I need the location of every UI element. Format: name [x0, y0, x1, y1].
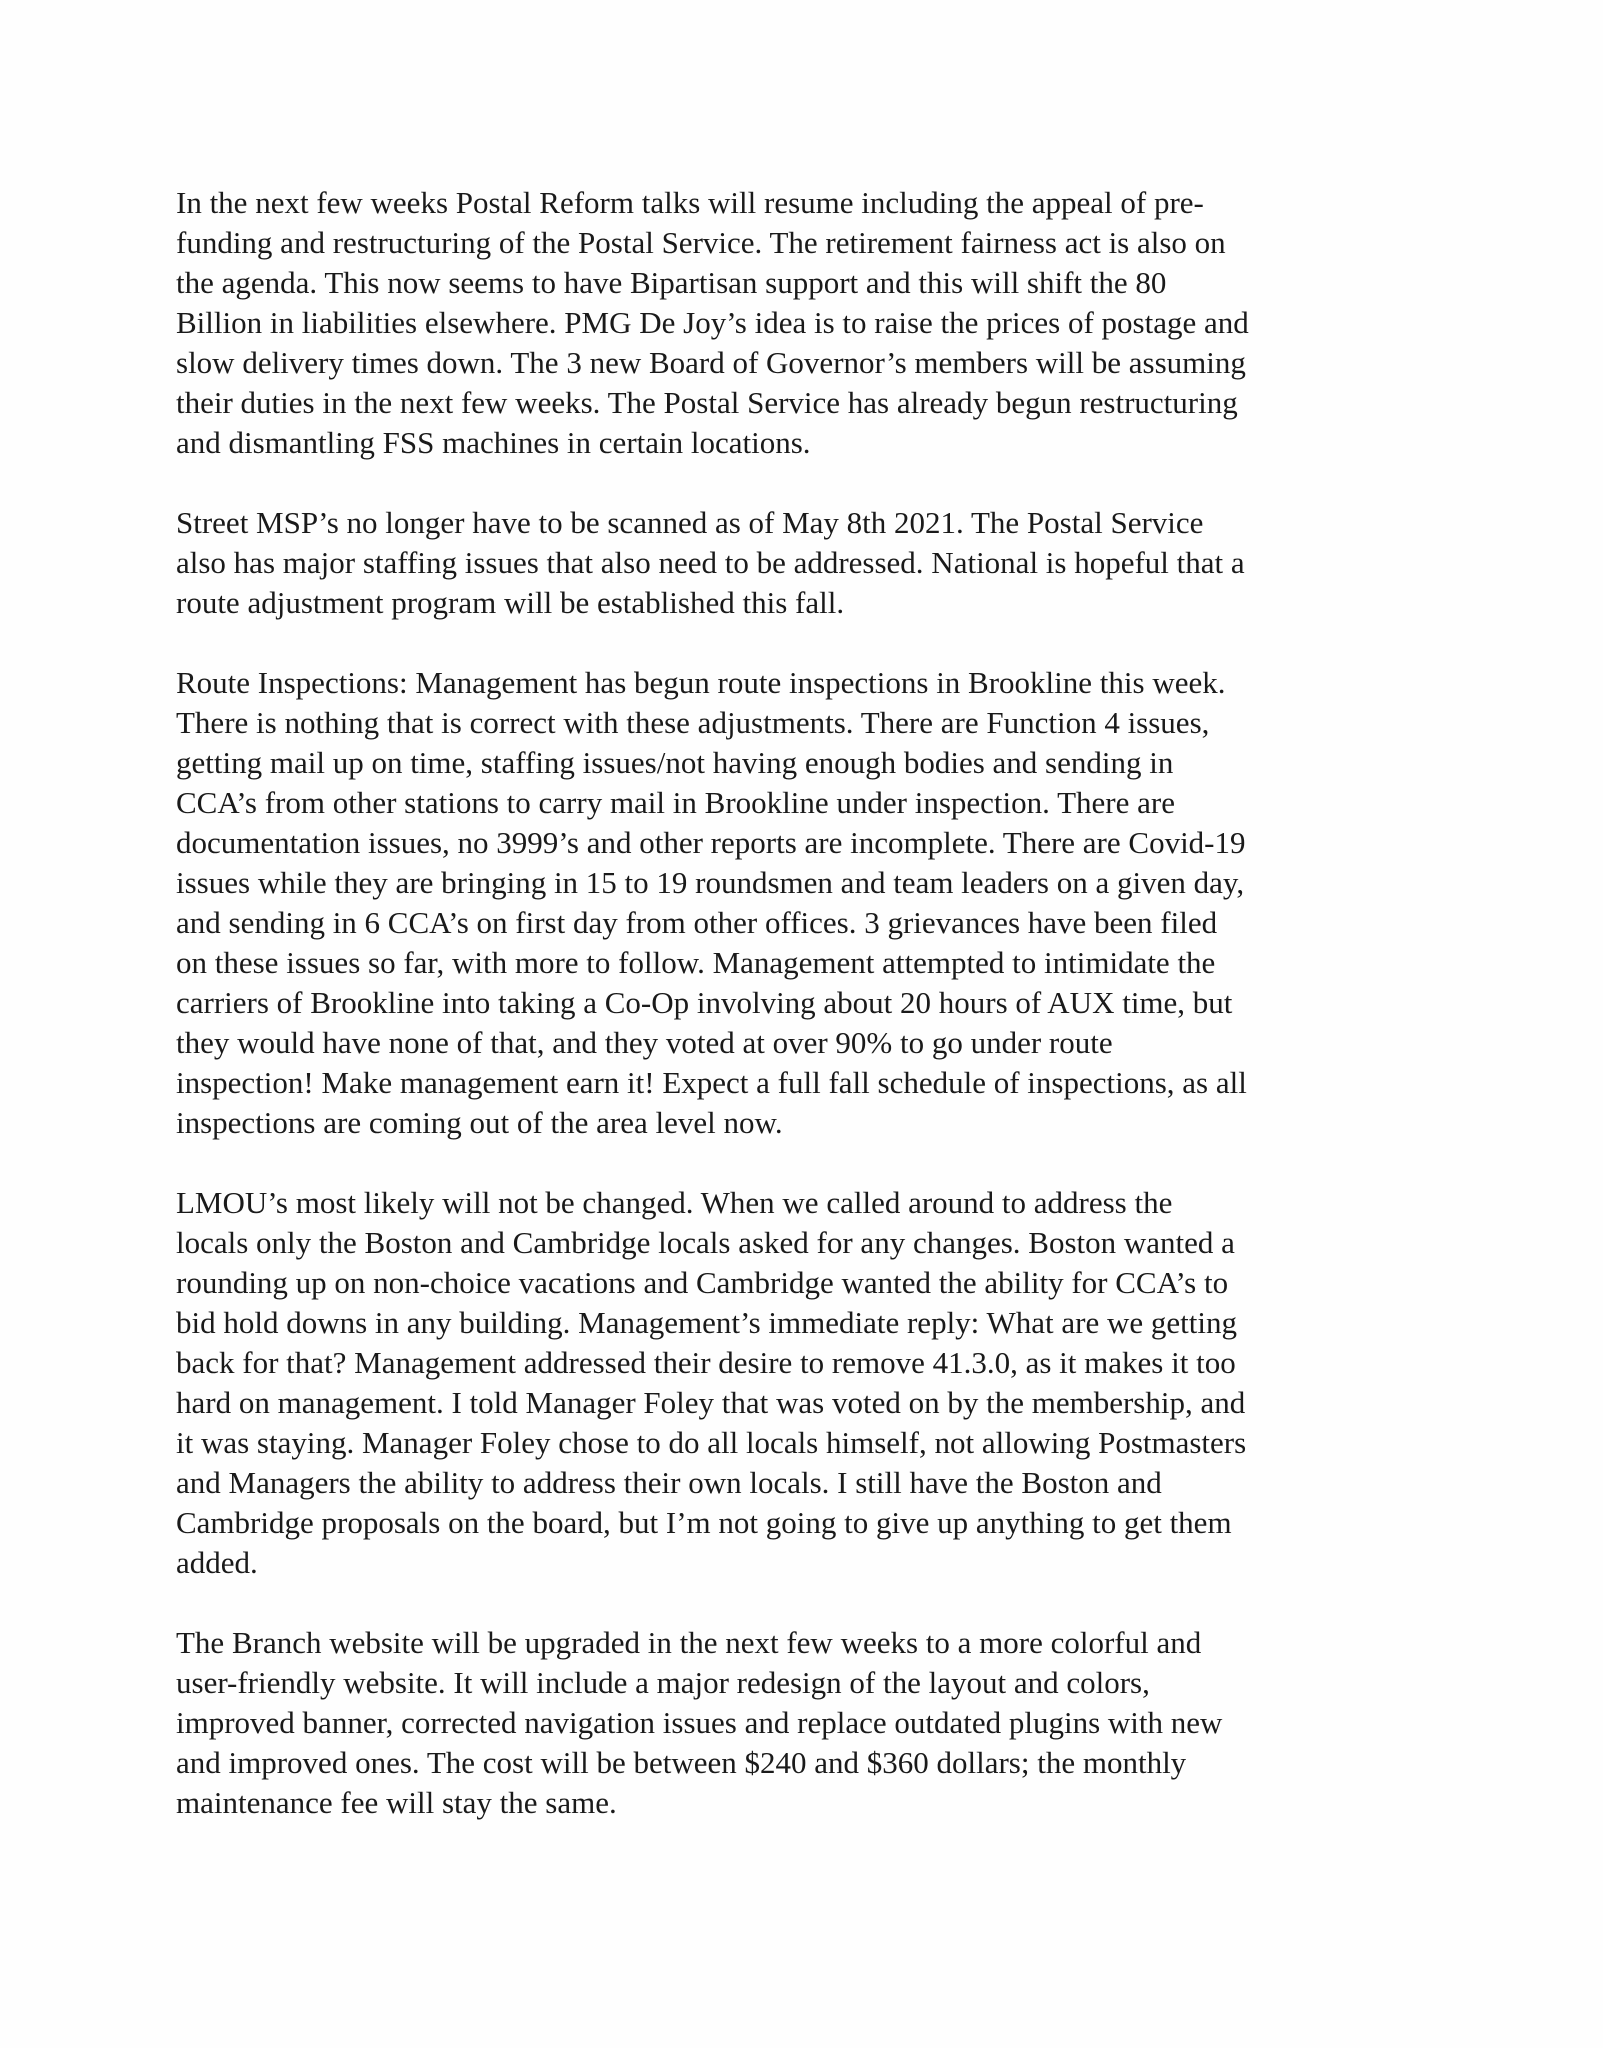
text-line: improved banner, corrected navigation issues and replace outdated plugins with new	[176, 1705, 1223, 1740]
text-line: and improved ones. The cost will be between $240 and $360 dollars; the monthly	[176, 1745, 1187, 1780]
text-line: back for that? Management addressed their desire to remove 41.3.0, as it makes it too	[176, 1345, 1236, 1380]
paragraph-postal-reform	[176, 183, 1391, 463]
text-line: hard on management. I told Manager Foley that was voted on by the membership, and	[176, 1385, 1246, 1420]
text-line: CCA’s from other stations to carry mail in Brookline under inspection. There are	[176, 785, 1175, 820]
text-line: the agenda. This now seems to have Bipartisan support and this will shift the 80	[176, 265, 1167, 300]
text-line: maintenance fee will stay the same.	[176, 1785, 617, 1820]
text-line: LMOU’s most likely will not be changed. When we called around to address the	[176, 1185, 1173, 1220]
text-line: user-friendly website. It will include a major redesign of the layout and colors,	[176, 1665, 1150, 1700]
text-line: their duties in the next few weeks. The Postal Service has already begun restructuring	[176, 385, 1238, 420]
text-line: Billion in liabilities elsewhere. PMG De Joy’s idea is to raise the prices of postage and	[176, 305, 1249, 340]
text-line: documentation issues, no 3999’s and other reports are incomplete. There are Covid-19	[176, 825, 1246, 860]
text-line: added.	[176, 1545, 258, 1580]
text-line: Cambridge proposals on the board, but I’m not going to give up anything to get them	[176, 1505, 1232, 1540]
text-line: and sending in 6 CCA’s on first day from other offices. 3 grievances have been filed	[176, 905, 1218, 940]
text-line: inspections are coming out of the area level now.	[176, 1105, 783, 1140]
text-line: In the next few weeks Postal Reform talks will resume including the appeal of pre-	[176, 185, 1204, 220]
paragraph-route-inspections	[176, 663, 1391, 1143]
text-line: locals only the Boston and Cambridge locals asked for any changes. Boston wanted a	[176, 1225, 1235, 1260]
text-line: Street MSP’s no longer have to be scanned as of May 8th 2021. The Postal Service	[176, 505, 1204, 540]
text-line: inspection! Make management earn it! Expect a full fall schedule of inspections, as all	[176, 1065, 1247, 1100]
text-line: rounding up on non-choice vacations and Cambridge wanted the ability for CCA’s to	[176, 1265, 1229, 1300]
text-line: also has major staffing issues that also need to be addressed. National is hopeful that a	[176, 545, 1245, 580]
text-line: and dismantling FSS machines in certain locations.	[176, 425, 811, 460]
text-line: funding and restructuring of the Postal Service. The retirement fairness act is also on	[176, 225, 1226, 260]
paragraph-lmou	[176, 1183, 1391, 1583]
text-line: they would have none of that, and they voted at over 90% to go under route	[176, 1025, 1113, 1060]
text-line: carriers of Brookline into taking a Co-Op involving about 20 hours of AUX time, but	[176, 985, 1233, 1020]
text-line: getting mail up on time, staffing issues/not having enough bodies and sending in	[176, 745, 1174, 780]
text-line: route adjustment program will be established this fall.	[176, 585, 845, 620]
text-line: The Branch website will be upgraded in the next few weeks to a more colorful and	[176, 1625, 1202, 1660]
paragraph-street-msp	[176, 503, 1391, 623]
document-body	[176, 183, 1391, 1863]
text-line: issues while they are bringing in 15 to 19 roundsmen and team leaders on a given day,	[176, 865, 1245, 900]
text-line: There is nothing that is correct with these adjustments. There are Function 4 issues,	[176, 705, 1210, 740]
text-line: slow delivery times down. The 3 new Board of Governor’s members will be assuming	[176, 345, 1246, 380]
text-line: and Managers the ability to address their own locals. I still have the Boston and	[176, 1465, 1162, 1500]
paragraph-branch-website	[176, 1623, 1391, 1823]
text-line: bid hold downs in any building. Management’s immediate reply: What are we getting	[176, 1305, 1237, 1340]
text-line: Route Inspections: Management has begun route inspections in Brookline this week.	[176, 665, 1226, 700]
text-line: it was staying. Manager Foley chose to do all locals himself, not allowing Postmasters	[176, 1425, 1247, 1460]
text-line: on these issues so far, with more to follow. Management attempted to intimidate the	[176, 945, 1216, 980]
